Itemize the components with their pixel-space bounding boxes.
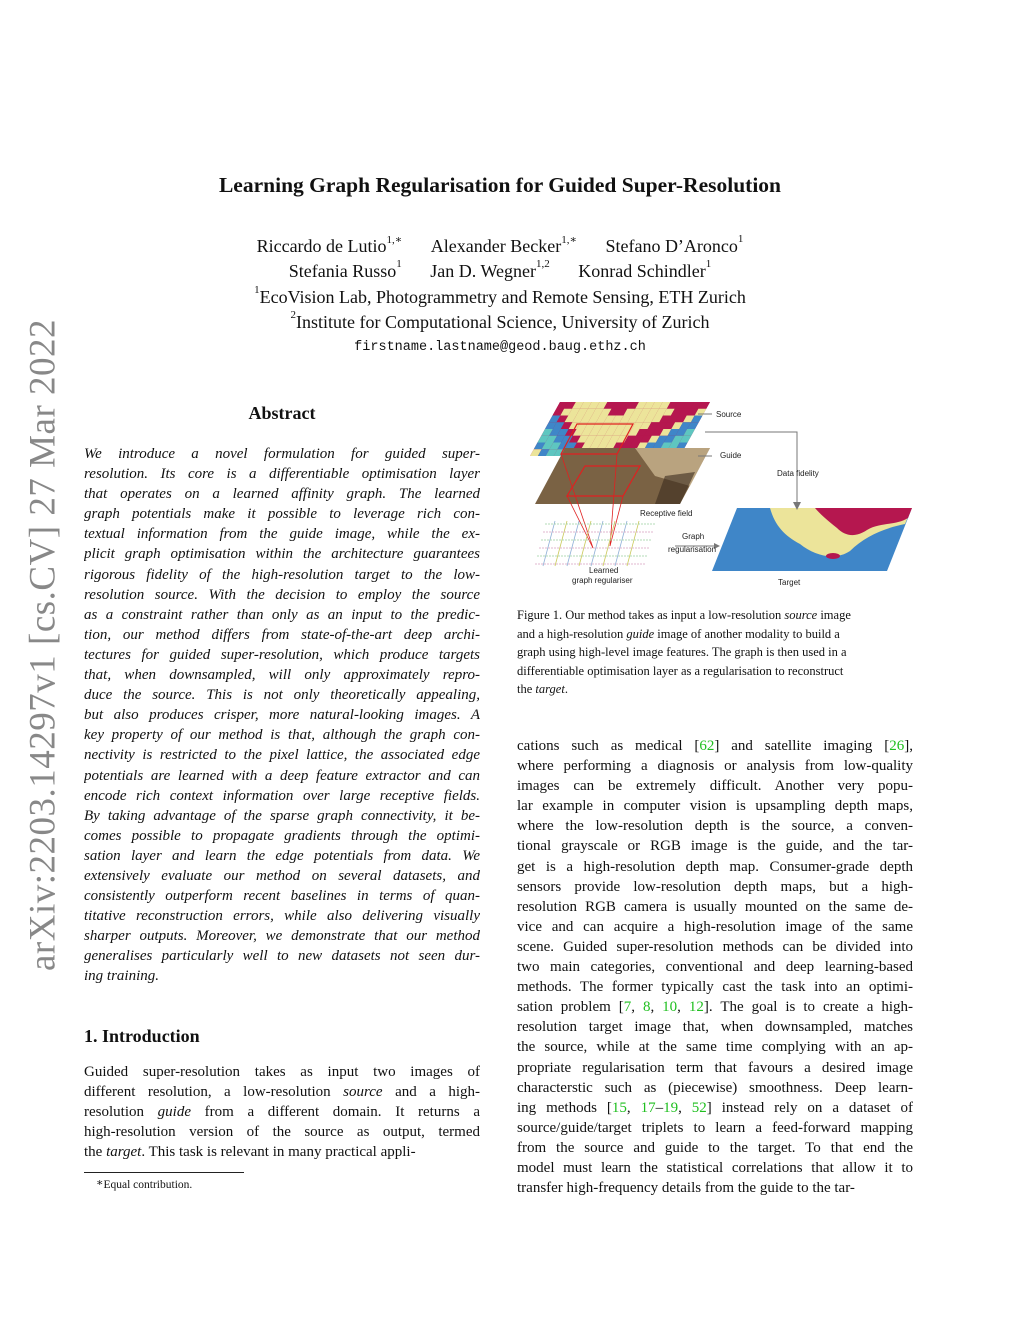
text-line xyxy=(517,897,913,917)
text-span: source xyxy=(784,608,818,622)
affiliation-sup: 2 xyxy=(290,309,297,321)
label-target: Target xyxy=(778,578,801,587)
text-span: sation problem [ xyxy=(517,999,624,1016)
text-span: source xyxy=(343,1084,383,1101)
target-dot xyxy=(826,553,840,559)
text-span: transfer high-frequency details from the guide to the tar- xyxy=(517,1180,855,1197)
figure-caption xyxy=(517,606,913,699)
text-span: the source, while at the same time complying with an ap- xyxy=(517,1039,913,1056)
author-sup: 1 xyxy=(737,233,744,245)
text-line: consistently outperform recent baselines in terms of quan- xyxy=(84,888,480,905)
text-line: as a constraint rather than only as an input to the predic- xyxy=(84,606,480,623)
figure-1 xyxy=(515,396,915,596)
author xyxy=(288,258,402,282)
text-line: resolution source. With the decision to employ the source xyxy=(84,586,480,603)
text-span: ] instead rely on a dataset of xyxy=(706,1099,913,1116)
target-image xyxy=(712,508,912,571)
citation[interactable]: 15 xyxy=(611,1099,627,1116)
intro-body-continued xyxy=(517,736,913,1198)
affiliation-text: Institute for Computational Science, University of Zurich xyxy=(296,312,710,332)
author-sup: 1 xyxy=(396,258,402,270)
text-line xyxy=(517,662,913,681)
text-line xyxy=(517,1098,913,1118)
text-span: model must learn the statistical correlations that allow it to xyxy=(517,1159,913,1176)
text-line: nectivity is restricted to the pixel lattice, the associated edge xyxy=(84,747,480,764)
author xyxy=(431,236,577,257)
label-guide: Guide xyxy=(720,451,742,460)
text-line: By taking advantage of the sparse graph connectivity, it be- xyxy=(84,807,480,824)
text-line xyxy=(84,1122,480,1142)
text-line xyxy=(84,1102,480,1122)
text-line xyxy=(517,1017,913,1037)
text-span: high-resolution version of the source as output, termed xyxy=(84,1124,480,1141)
text-line: rigorous fidelity of the high-resolution target to the low- xyxy=(84,566,480,583)
text-span: . This task is relevant in many practical appli- xyxy=(141,1144,416,1161)
footnote-text: Equal contribution. xyxy=(103,1179,193,1191)
label-source: Source xyxy=(716,410,742,419)
text-line: textual information from the guide image, while the ex- xyxy=(84,526,480,543)
text-line xyxy=(84,1082,480,1102)
author-sup: 1 xyxy=(705,258,712,270)
text-line: sation layer and learn the edge potentials from data. We xyxy=(84,847,480,864)
lattice-edge xyxy=(555,521,567,566)
text-span: sensors provide low-resolution depth maps, but a high- xyxy=(517,878,913,895)
author-name: Stefania Russo xyxy=(288,261,397,281)
text-span: ing methods [ xyxy=(517,1099,612,1116)
text-line: ing training. xyxy=(84,968,160,985)
abstract-heading: Abstract xyxy=(248,403,316,423)
text-line xyxy=(517,957,913,977)
text-line xyxy=(517,877,913,897)
lattice-edge xyxy=(615,521,627,566)
email: firstname.lastname@geod.baug.ethz.ch xyxy=(354,340,646,355)
author-sup: 1,2 xyxy=(535,258,550,270)
text-line: resolution. Its core is a differentiable optimisation layer xyxy=(84,466,480,483)
text-line xyxy=(84,1062,480,1082)
author-name: Jan D. Wegner xyxy=(430,261,536,281)
lattice-edge xyxy=(543,521,555,566)
text-line: sharper outputs. Moreover, we demonstrate that our method xyxy=(84,928,480,945)
text-span: image xyxy=(817,608,851,622)
affiliation-text: EcoVision Lab, Photogrammetry and Remote Sensing, ETH Zurich xyxy=(259,287,746,307)
text-line xyxy=(517,917,913,937)
text-line xyxy=(517,1178,913,1198)
author-name: Konrad Schindler xyxy=(578,261,706,281)
text-line xyxy=(517,625,913,644)
text-span: two main categories, conventional and deep learning-based xyxy=(517,959,913,976)
text-line: tectures for guided super-resolution, which produce targets xyxy=(84,646,480,663)
text-span: ]. The goal is to create a high- xyxy=(703,999,913,1016)
text-line xyxy=(517,1158,913,1178)
text-span: resolution target image that, when downsampled, matches xyxy=(517,1019,913,1036)
text-span: , xyxy=(677,999,689,1016)
author xyxy=(578,258,712,282)
text-line xyxy=(517,796,913,816)
text-line xyxy=(517,1138,913,1158)
text-line: potentials are learned with a deep feature extractor and can xyxy=(84,767,480,784)
text-span: resolution RGB camera is usually mounted on the same de- xyxy=(517,898,913,915)
text-span: images can be extremely difficult. Another very popu- xyxy=(517,778,913,795)
text-line xyxy=(517,857,913,877)
lattice-edge xyxy=(579,521,591,566)
text-span: propriate regularisation term that favours a desired image xyxy=(517,1059,913,1076)
label-regularisation: regularisation xyxy=(668,545,717,554)
text-line xyxy=(517,680,913,699)
text-line: that operates on a learned affinity graph. The learned xyxy=(84,486,480,503)
text-span: methods. The former typically cast the task into an optimi- xyxy=(517,979,913,996)
text-line xyxy=(517,643,913,662)
text-span: , xyxy=(650,999,663,1016)
text-span: . xyxy=(564,682,568,697)
citation[interactable]: 52 xyxy=(691,1099,707,1116)
text-line xyxy=(517,1037,913,1057)
text-span: guide xyxy=(157,1104,191,1121)
text-line xyxy=(517,937,913,957)
citation[interactable]: 19 xyxy=(663,1099,679,1116)
text-line: generalises particularly well to new datasets not seen dur- xyxy=(84,948,480,965)
abstract-body xyxy=(84,444,480,987)
text-span: – xyxy=(655,1099,664,1116)
text-span: and a high- xyxy=(382,1084,480,1101)
affiliation-sup: 1 xyxy=(254,284,260,296)
authors-row-2 xyxy=(0,258,1000,282)
intro-heading: 1. Introduction xyxy=(84,1026,200,1046)
text-span: the xyxy=(84,1144,107,1161)
authors-row-1 xyxy=(0,233,1000,257)
text-line: but also produces crisper, more natural-looking images. A xyxy=(84,707,480,724)
label-learned: Learned xyxy=(589,566,619,575)
lattice-edge xyxy=(591,521,603,566)
text-line xyxy=(517,836,913,856)
footnote-sup: ∗ xyxy=(96,1177,104,1189)
text-line: key property of our method is that, although the graph con- xyxy=(84,727,480,744)
affiliation-1 xyxy=(0,284,1000,308)
text-span: where the low-resolution depth is the source, a conven- xyxy=(517,818,913,835)
author-name: Riccardo de Lutio xyxy=(256,236,387,256)
text-span: , xyxy=(631,999,643,1016)
arxiv-stamp xyxy=(14,318,72,972)
text-line xyxy=(84,1142,480,1162)
text-span: image of another modality to build a xyxy=(654,626,840,641)
text-line: graph potentials make it possible to leverage rich con- xyxy=(84,506,480,523)
text-span: tional grayscale or RGB image is the guide, and the tar- xyxy=(517,838,913,855)
citation[interactable]: 8 xyxy=(642,999,651,1016)
text-line: titative reconstruction errors, while also delivering visually xyxy=(84,908,480,925)
citation[interactable]: 26 xyxy=(889,738,905,754)
citation[interactable]: 10 xyxy=(662,999,678,1016)
text-line xyxy=(517,977,913,997)
text-span: the xyxy=(517,682,536,697)
text-line xyxy=(517,756,913,776)
text-span: ], xyxy=(904,738,913,754)
text-span: lar example in computer vision is upsampling depth maps, xyxy=(517,798,913,815)
author-sup: 1,∗ xyxy=(561,234,577,246)
text-line xyxy=(517,816,913,836)
text-span: Guided super-resolution takes as input two images of xyxy=(84,1064,480,1080)
arxiv-id: arXiv:2203.14297v1 [cs.CV] 27 Mar 2022 xyxy=(22,318,64,972)
label-data-fidelity: Data fidelity xyxy=(777,469,819,478)
text-line xyxy=(517,776,913,796)
citation[interactable]: 12 xyxy=(688,999,704,1016)
text-line: encode rich context information over large receptive fields. xyxy=(84,787,480,804)
text-line: We introduce a novel formulation for guided super- xyxy=(84,446,480,462)
paper-title: Learning Graph Regularisation for Guided Super-Resolution xyxy=(218,173,782,197)
text-span: source/guide/target triplets to learn a feed-forward mapping xyxy=(517,1119,913,1136)
text-line xyxy=(517,1078,913,1098)
text-line: duce the source. This is not only theoretically appealing, xyxy=(84,687,480,704)
text-span: graph using high-level image features. The graph is then used in a xyxy=(517,645,847,660)
text-span: different resolution, a low-resolution xyxy=(84,1084,344,1101)
text-span: scene. Guided super-resolution methods can be divided into xyxy=(517,938,913,955)
footnote xyxy=(96,1179,192,1192)
text-span: target xyxy=(535,682,565,697)
author xyxy=(605,233,744,257)
text-line xyxy=(517,606,913,625)
label-graph: Graph xyxy=(682,532,705,541)
text-span: target xyxy=(106,1144,142,1161)
text-span: guide xyxy=(626,626,655,641)
text-span: ] and satellite imaging [ xyxy=(714,738,890,754)
author-sup: 1,∗ xyxy=(386,234,403,246)
citation[interactable]: 62 xyxy=(699,738,715,754)
text-line: that, when downsampled, will only approximately repro- xyxy=(84,667,480,684)
lattice-edge xyxy=(603,521,615,566)
text-line: tion, our method differs from state-of-the-art deep archi- xyxy=(84,626,480,643)
text-span: resolution xyxy=(84,1104,158,1121)
author xyxy=(430,258,550,282)
text-span: get is a high-resolution depth map. Consumer-grade depth xyxy=(517,858,913,875)
text-line: extensively evaluate our method on several datasets, and xyxy=(84,867,480,884)
text-span: cations such as medical [ xyxy=(517,738,700,754)
label-receptive-field: Receptive field xyxy=(640,509,693,518)
intro-body xyxy=(84,1062,480,1162)
lattice-edge xyxy=(567,521,579,566)
text-span: differentiable optimisation layer as a regularisation to reconstruct xyxy=(517,663,844,678)
lattice-edge xyxy=(627,521,639,566)
footnote-rule xyxy=(84,1172,244,1173)
author-name: Alexander Becker xyxy=(430,236,562,256)
citation[interactable]: 7 xyxy=(623,999,632,1016)
text-line xyxy=(517,997,913,1017)
text-span: from a different domain. It returns a xyxy=(190,1104,480,1121)
text-span: from the source and guide to the target. To that end the xyxy=(517,1139,913,1156)
text-span: vice and can acquire a high-resolution image of the same xyxy=(517,918,913,935)
citation[interactable]: 17 xyxy=(640,1099,656,1116)
text-line: plicit graph optimisation within the architecture guarantees xyxy=(84,546,480,563)
affiliation-2 xyxy=(0,309,1000,333)
graph-lattice xyxy=(535,521,655,566)
text-line: comes possible to propagate gradients through the optimi- xyxy=(84,827,480,844)
text-span: where performing a diagnosis or analysis from low-quality xyxy=(517,758,913,775)
text-line xyxy=(517,1058,913,1078)
author-name: Stefano D’Aronco xyxy=(605,236,738,256)
text-line xyxy=(517,736,913,756)
label-graph-regulariser: graph regulariser xyxy=(572,576,633,585)
text-line xyxy=(517,1118,913,1138)
author xyxy=(257,236,403,257)
text-span: , xyxy=(626,1099,641,1116)
text-span: and a high-resolution xyxy=(517,626,627,641)
text-span: characterstic such as (piecewise) smoothness. Deep learn- xyxy=(517,1079,913,1096)
text-span: Figure 1. Our method takes as input a low-resolution xyxy=(517,608,785,622)
text-span: , xyxy=(678,1099,692,1116)
